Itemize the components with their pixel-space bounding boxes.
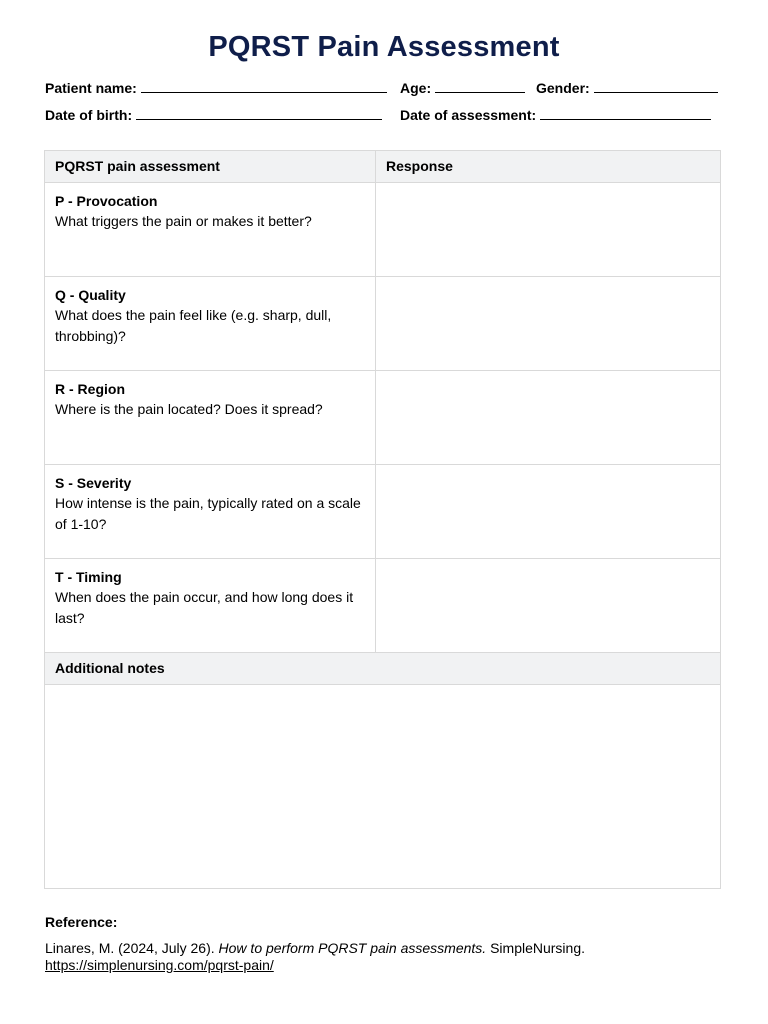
- additional-notes-area[interactable]: [45, 685, 721, 889]
- column-header-response: Response: [376, 151, 721, 183]
- response-cell[interactable]: [376, 559, 721, 653]
- item-question: What triggers the pain or makes it better?: [55, 213, 312, 229]
- table-row: [45, 465, 721, 559]
- dob-line[interactable]: [136, 108, 382, 120]
- dob-label: Date of birth:: [45, 107, 133, 123]
- age-label: Age:: [400, 80, 432, 96]
- gender-field[interactable]: [536, 80, 718, 96]
- assessment-cell: [45, 277, 376, 371]
- response-cell[interactable]: [376, 465, 721, 559]
- table-row: [45, 371, 721, 465]
- item-title: Q - Quality: [55, 287, 126, 303]
- table-row: [45, 183, 721, 277]
- patient-name-label: Patient name:: [45, 80, 137, 96]
- date-of-assessment-label: Date of assessment:: [400, 107, 537, 123]
- patient-name-line[interactable]: [141, 81, 387, 93]
- item-title: T - Timing: [55, 569, 122, 585]
- item-title: R - Region: [55, 381, 125, 397]
- item-question: What does the pain feel like (e.g. sharp, dull, throbbing)?: [55, 307, 332, 344]
- item-title: P - Provocation: [55, 193, 158, 209]
- age-line[interactable]: [435, 81, 525, 93]
- dob-field[interactable]: [45, 107, 382, 123]
- age-field[interactable]: [400, 80, 525, 96]
- response-cell[interactable]: [376, 371, 721, 465]
- item-question: Where is the pain located? Does it spread?: [55, 401, 323, 417]
- date-of-assessment-field[interactable]: [400, 107, 711, 123]
- item-title: S - Severity: [55, 475, 132, 491]
- reference-authors: Linares, M. (2024, July 26).: [45, 940, 215, 956]
- reference-heading: Reference:: [45, 914, 118, 930]
- reference-link[interactable]: https://simplenursing.com/pqrst-pain/: [45, 957, 274, 973]
- table-row: [45, 559, 721, 653]
- response-cell[interactable]: [376, 183, 721, 277]
- page-title: PQRST Pain Assessment: [208, 31, 560, 63]
- additional-notes-heading: Additional notes: [45, 653, 721, 685]
- assessment-cell: [45, 559, 376, 653]
- patient-name-field[interactable]: [45, 80, 387, 96]
- item-question: When does the pain occur, and how long does it last?: [55, 589, 354, 626]
- assessment-cell: [45, 183, 376, 277]
- table-row: [45, 277, 721, 371]
- reference-publisher: SimpleNursing.: [490, 940, 586, 956]
- date-of-assessment-line[interactable]: [540, 108, 711, 120]
- assessment-cell: [45, 371, 376, 465]
- item-question: How intense is the pain, typically rated on a scale of 1-10?: [55, 495, 361, 532]
- gender-line[interactable]: [594, 81, 718, 93]
- assessment-cell: [45, 465, 376, 559]
- gender-label: Gender:: [536, 80, 590, 96]
- pqrst-table: [44, 150, 721, 889]
- table-header-row: [45, 151, 721, 183]
- notes-header-row: [45, 653, 721, 685]
- column-header-assessment: PQRST pain assessment: [45, 151, 376, 183]
- response-cell[interactable]: [376, 277, 721, 371]
- notes-body-row: [45, 685, 721, 889]
- reference-work-title: How to perform PQRST pain assessments.: [218, 940, 487, 956]
- reference-citation: [45, 940, 725, 974]
